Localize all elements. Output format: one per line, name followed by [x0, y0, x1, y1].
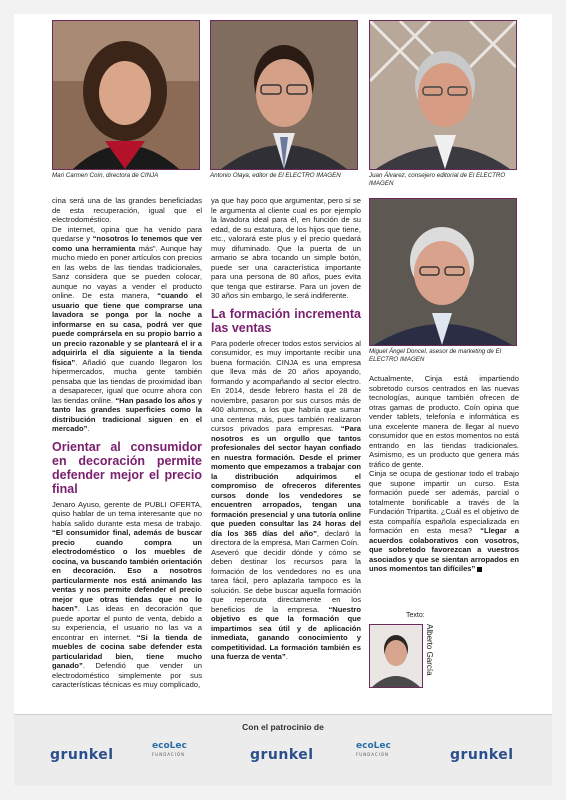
section-heading: Orientar al consumidor en decoración permite defender mejor el precio final [52, 439, 202, 496]
ecolec-logo-subtitle: FUNDACIÓN [356, 752, 390, 757]
grunkel-logo-3: grunkel [450, 747, 514, 763]
ecolec-logo-1 [152, 741, 187, 757]
caption-photo-2: Antonio Olaya, editor de El ELECTRO IMAGEN [210, 172, 341, 179]
paragraph: Aseveró que decidir dónde y cómo se deben destinar los recursos para la formación de los vendedores no es una tarea fácil, pero aplazarla tampoco es la solución. Se debe buscar aquella formación que repercuta directamente en los beneficios de la empresa. “Nuestro objetivo es que la formación que impartimos sea útil y de aplicación inmediata, ganando conocimiento y competitividad. La formación también es una fuerza de venta”. [211, 547, 361, 661]
caption-photo-1: Mari Carmen Coín, directora de CINJA [52, 172, 159, 179]
grunkel-logo-2: grunkel [250, 747, 314, 763]
sponsor-label: Con el patrocinio de [242, 722, 324, 732]
text-column-2 [211, 196, 361, 662]
magazine-page [14, 14, 552, 786]
photo-juan-alvarez [369, 20, 517, 170]
caption-photo-4: Miguel Ángel Doncel, asesor de marketing de El ELECTRO IMAGEN [369, 348, 502, 363]
ecolec-logo-text: ecoLec [152, 741, 187, 751]
caption-photo-3: Juan Álvarez, consejero editorial de El ELECTRO IMAGEN [369, 172, 506, 187]
photo-miguel-angel-doncel [369, 198, 517, 346]
photo-antonio-olaya [210, 20, 358, 170]
portrait-gray-hair-man-image [370, 199, 516, 345]
ecolec-logo-subtitle: FUNDACIÓN [152, 752, 186, 757]
ecolec-logo-2 [356, 741, 391, 757]
end-of-article-mark [477, 567, 482, 572]
paragraph: Actualmente, Cinja está impartiendo sobretodo cursos centrados en las nuevas tecnologías, aunque también ofrecen de otras gamas de producto. Coín opina que vender tablets, telefonía e informática es una excelente manera de llegar al nuevo consumidor que en estos momentos no está entrando en las tiendas tradicionales. Asimismo, es un producto que genera más tráfico de gente. [369, 374, 519, 469]
paragraph: Cinja se ocupa de gestionar todo el trabajo que supone impartir un curso. Esta formación puede ser además, parcial o totalmente bonificable a través de la Fundación Tripartita. ¿Cuál es el objetivo de esta compañía española especializada en formación en esta mesa? “Llegar a acuerdos colaborativos con vosotros, que sobretodo favorezcan a vuestros asociados y que se sientan arropados en unos momentos tan difíciles” [369, 469, 519, 573]
paragraph: Para poderle ofrecer todos estos servicios al consumidor, es muy importante recibir una buena formación. CINJA es una empresa que lleva más de 20 años apoyando, formando y acompañando al sector electro. En 2014, desde febrero hasta el 28 de noviembre, pasaron por sus cursos más de 400 alumnos, a los que habría que sumar una centena más, pues también realizaron cursos privados para empresas. “Para nosotros es un orgullo que tantos profesionales del sector hayan confiado en nuestra formación. Desde el primer momento que empezamos a trabajar con la distribución adquirimos el compromiso de ofreceros diferentes cursos donde los vendedores se encuentren arropados, tengan una formación presencial y una tutoría online que pueden consultar las 24 horas del día los 365 días del año”, declaró la directora de la empresa, Mari Carmen Coín. [211, 338, 361, 547]
grunkel-logo-1: grunkel [50, 747, 114, 763]
paragraph: cina será una de las grandes beneficiadas de esta recuperación, igual que el electrodoméstico. [52, 196, 202, 224]
text-column-1 [52, 196, 202, 690]
ecolec-logo-text: ecoLec [356, 741, 391, 751]
section-heading: La formación incrementa las ventas [211, 306, 361, 335]
author-portrait-image [370, 625, 422, 687]
portrait-woman-image [53, 21, 199, 169]
author-name: Alberto García [425, 624, 434, 676]
text-column-3 [369, 374, 519, 574]
sponsor-footer [14, 714, 552, 786]
portrait-older-man-image [370, 21, 516, 169]
portrait-man-image [211, 21, 357, 169]
paragraph: ya que hay poco que argumentar, pero si se le argumenta al cliente cual es por ejemplo la lavadora ideal para él, en función de su edad, de su estatura, de los hijos que tiene, etc., valorará este plus y el precio quedará muy difuminado. Que la puerta de un armario se abra tocando un simple botón, puede ser una característica importante para una persona de 80 años, pues evita que tenga que estirarse. Para un joven de 30 años sin embargo, le será indiferente. [211, 196, 361, 300]
photo-mari-carmen-coin [52, 20, 200, 170]
paragraph: Jenaro Ayuso, gerente de PUBLI OFERTA, quiso hablar de un tema interesante que no había salido durante esta mesa de trabajo. “El consumidor final, además de buscar precio cuando compra un electrodoméstico o los muebles de cocina, va buscando también orientación en decoración. Eso a nosotros particularmente nos está animando las ventas y nos permite defender el precio mejor que otras tiendas que no lo hacen”. Las ideas en decoración que puede aportar el punto de venta, debido a su experiencia, el usuario no las va a encontrar en internet. “Si la tienda de muebles de cocina sabe defender esta particularidad bien, tiene mucho ganado”. Defendió que vender un electrodoméstico simplemente por sus características técnicas es muy complicado, [52, 499, 202, 689]
paragraph: De internet, opina que ha venido para quedarse y “nosotros lo tenemos que ver como una herramienta más”. Aunque hay mucho miedo en poner artículos con precios en las webs de las tiendas tradicionales, Sanz considera que se pueden colocar, aunque no vayas a vender el producto online. De esta manera, “cuando el usuario que tiene que comprarse una lavadora se ponga por la noche a informarse en su casa, podrá ver que puede comprársela en su propio barrio a un precio razonable y se planteará el ir a adquirirla el día siguiente a la tienda física”. Añadió que cuando llegaron los hipermercados, mucha gente también pensaba que las tiendas de proximidad iban a desaparecer, igual que ocurre ahora con las tiendas online. “Han pasado los años y tanto las grandes superficies como la distribución tradicional siguen en el mercado”. [52, 224, 203, 433]
author-label: Texto: [406, 612, 425, 619]
author-photo [369, 624, 423, 688]
